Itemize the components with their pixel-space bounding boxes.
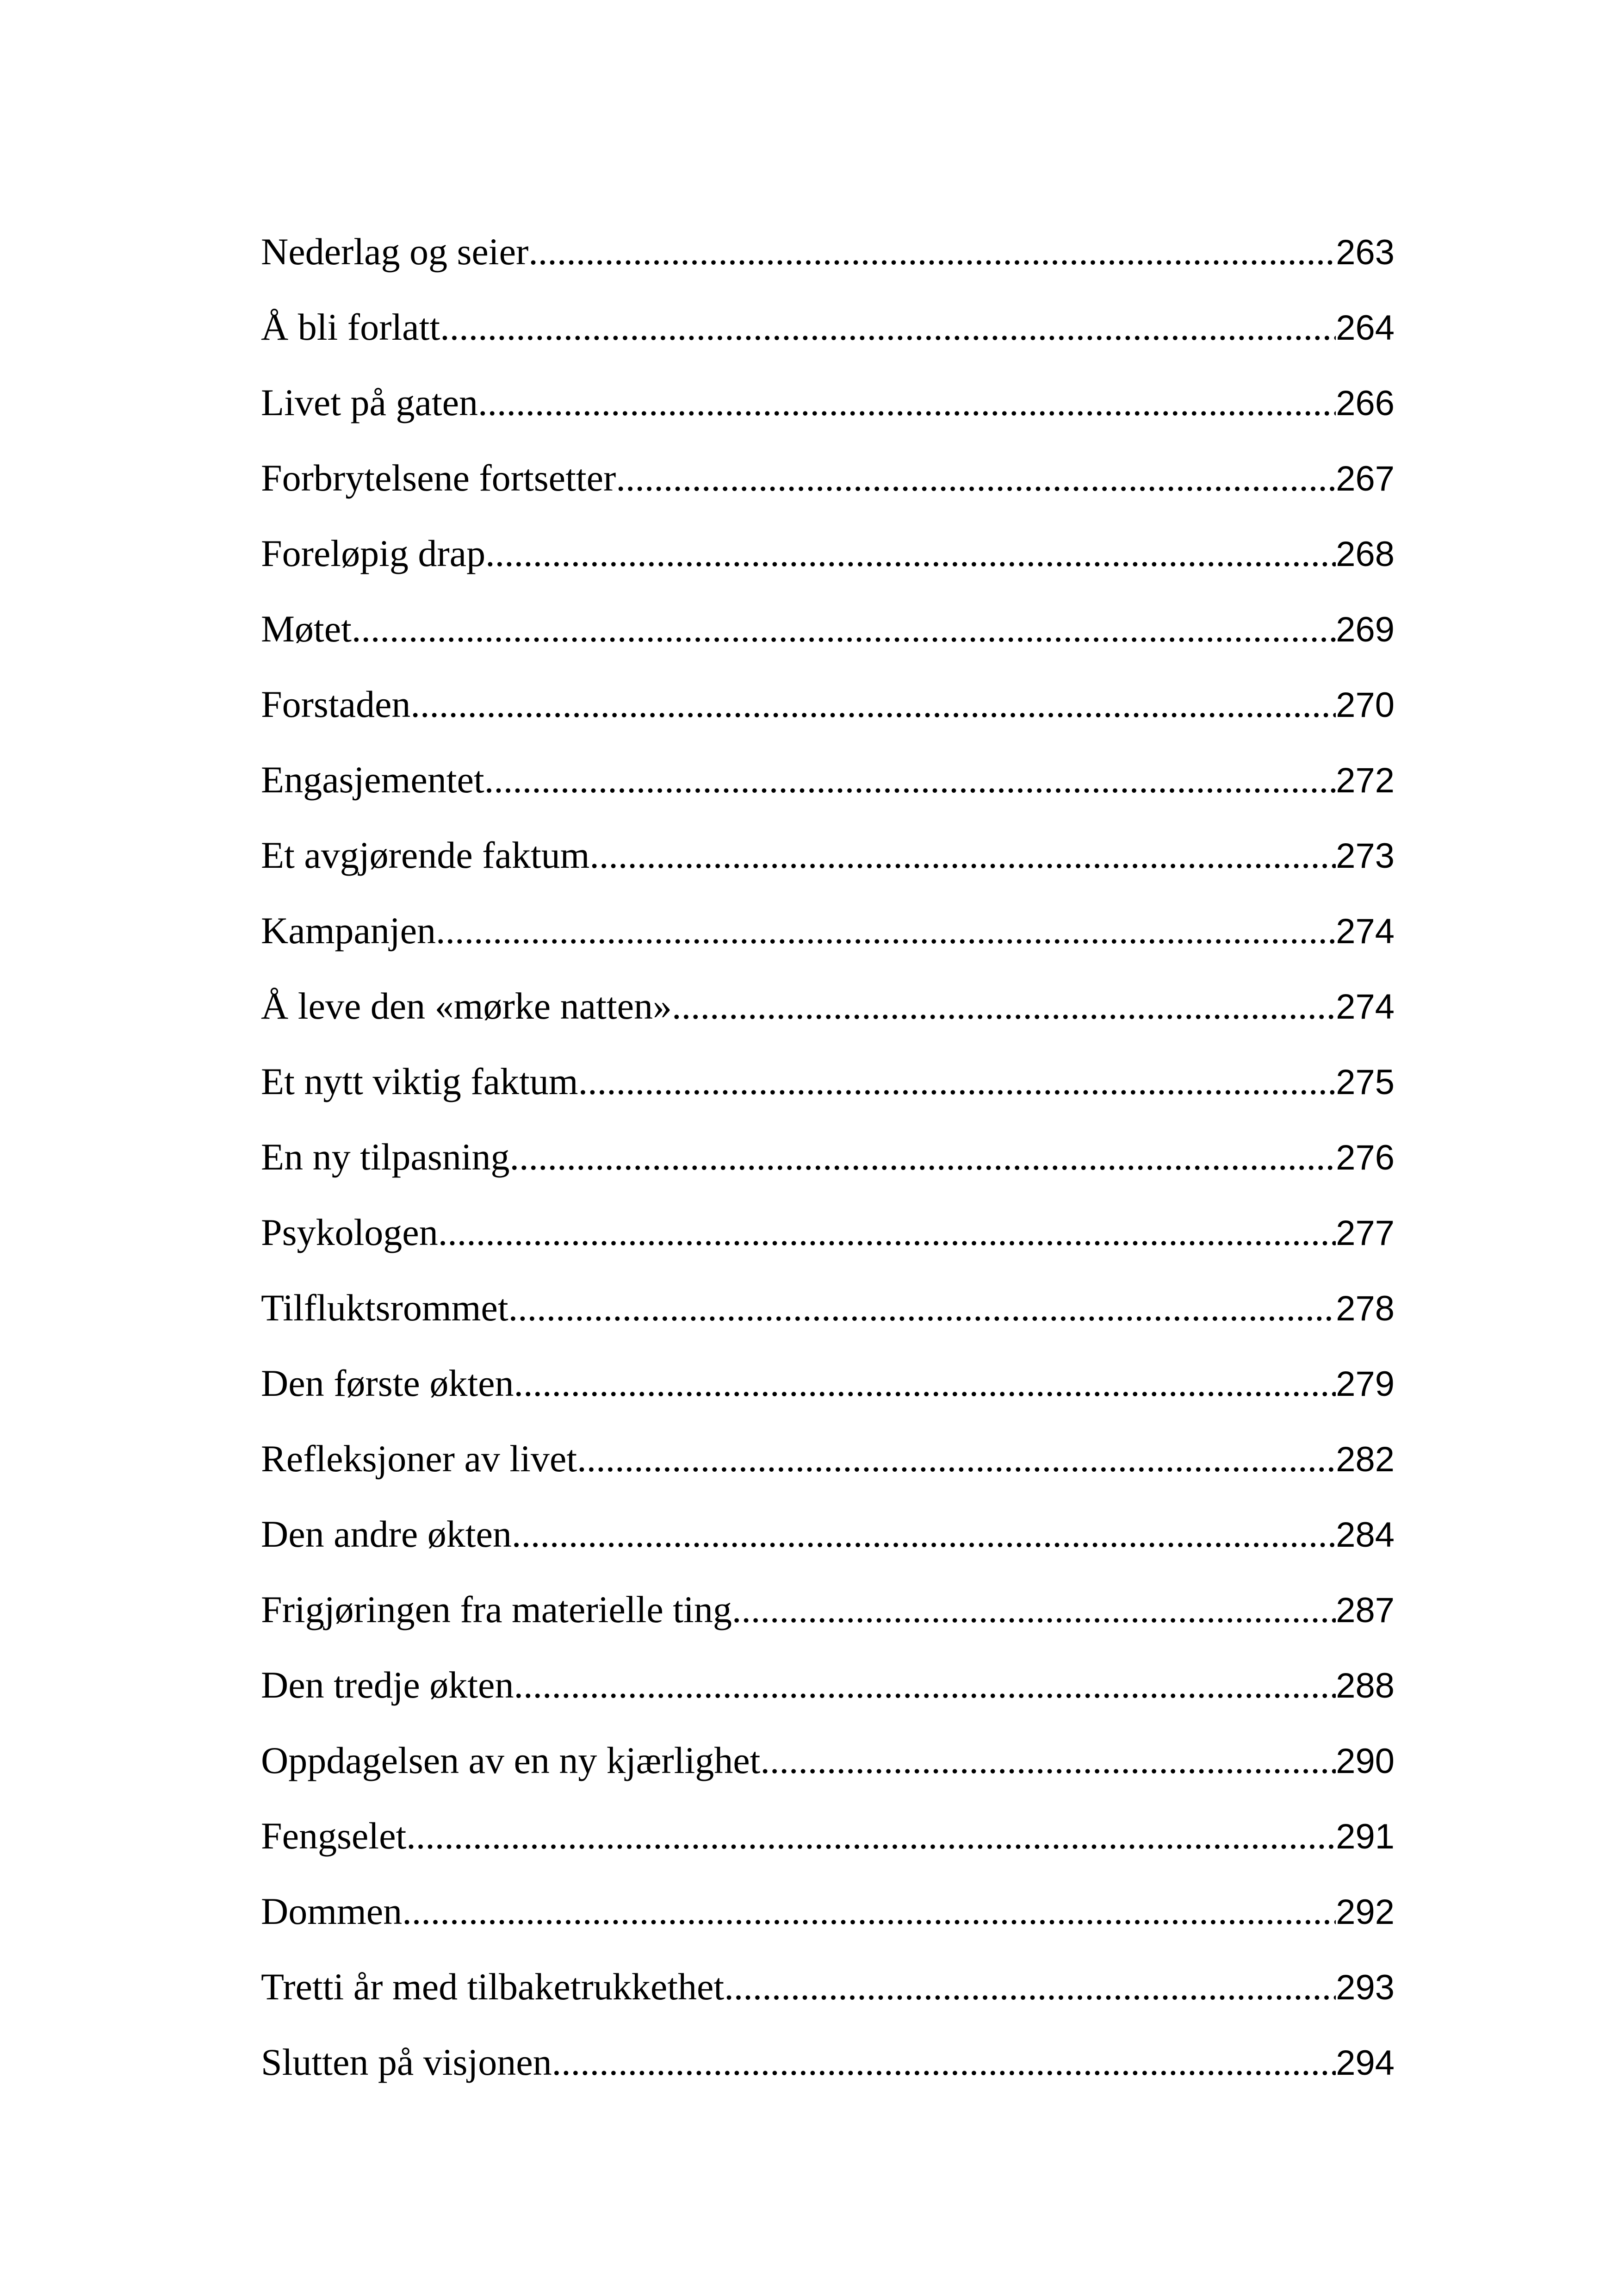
toc-entry [261, 1873, 1395, 1949]
dot-leader [577, 1421, 1336, 1496]
dot-leader [514, 1345, 1336, 1421]
dot-leader [352, 591, 1336, 666]
dot-leader [410, 666, 1336, 742]
toc-entry-page-number: 267 [1336, 459, 1395, 498]
toc-entry-page-number: 294 [1336, 2043, 1395, 2083]
dot-leader [508, 1270, 1336, 1345]
dot-leader [438, 1195, 1336, 1270]
toc-entry [261, 2024, 1395, 2100]
toc-entry-page-number: 290 [1336, 1742, 1395, 1781]
toc-entry-title: En ny tilpasning [261, 1136, 510, 1178]
toc-entry-title: Tretti år med tilbaketrukkethet [261, 1966, 725, 2008]
toc-entry [261, 1572, 1395, 1647]
toc-entry-page-number: 277 [1336, 1213, 1395, 1253]
dot-leader [484, 742, 1336, 817]
dot-leader [528, 214, 1336, 289]
toc-entry-page-number: 274 [1336, 987, 1395, 1027]
dot-leader [760, 1723, 1336, 1798]
toc-entry-title: Å leve den «mørke natten» [261, 985, 672, 1027]
toc-entry-title: Dommen [261, 1890, 403, 1932]
toc-entry-page-number: 270 [1336, 685, 1395, 725]
toc-entry-title: Forstaden [261, 683, 411, 725]
toc-entry-title: Nederlag og seier [261, 230, 529, 273]
toc-entry-page-number: 293 [1336, 1968, 1395, 2007]
toc-entry-page-number: 288 [1336, 1666, 1395, 1705]
dot-leader [514, 1647, 1336, 1723]
toc-entry-title: Livet på gaten [261, 381, 478, 423]
toc-entry-page-number: 263 [1336, 233, 1395, 272]
toc-entry [261, 1270, 1395, 1345]
dot-leader [510, 1119, 1336, 1195]
dot-leader [406, 1798, 1336, 1873]
toc-entry-page-number: 276 [1336, 1138, 1395, 1177]
toc-entry-page-number: 274 [1336, 912, 1395, 951]
toc-entry [261, 1647, 1395, 1723]
toc-entry [261, 591, 1395, 666]
toc-entry [261, 289, 1395, 365]
dot-leader [485, 516, 1336, 591]
dot-leader [478, 365, 1336, 440]
dot-leader [552, 2024, 1336, 2100]
toc-entry [261, 1195, 1395, 1270]
toc-entry-page-number: 275 [1336, 1063, 1395, 1102]
toc-entry-page-number: 279 [1336, 1364, 1395, 1404]
toc-entry-title: Å bli forlatt [261, 306, 440, 348]
toc-entry [261, 440, 1395, 516]
dot-leader [672, 968, 1336, 1044]
table-of-contents [261, 214, 1395, 2100]
dot-leader [578, 1044, 1336, 1119]
toc-entry [261, 1723, 1395, 1798]
toc-entry-page-number: 291 [1336, 1817, 1395, 1856]
toc-entry-page-number: 269 [1336, 610, 1395, 649]
toc-entry-page-number: 268 [1336, 535, 1395, 574]
toc-entry-page-number: 278 [1336, 1289, 1395, 1328]
toc-entry-page-number: 266 [1336, 384, 1395, 423]
toc-entry-page-number: 287 [1336, 1591, 1395, 1630]
toc-entry [261, 1421, 1395, 1496]
toc-entry [261, 1119, 1395, 1195]
toc-entry-title: Den tredje økten [261, 1664, 514, 1706]
dot-leader [724, 1949, 1336, 2024]
toc-entry-page-number: 282 [1336, 1440, 1395, 1479]
dot-leader [732, 1572, 1336, 1647]
dot-leader [512, 1496, 1336, 1572]
toc-entry [261, 968, 1395, 1044]
toc-entry [261, 893, 1395, 968]
toc-entry-page-number: 272 [1336, 761, 1395, 800]
toc-entry-page-number: 264 [1336, 308, 1395, 348]
toc-entry-title: Frigjøringen fra materielle ting [261, 1588, 732, 1630]
toc-entry-title: Møtet [261, 608, 352, 650]
toc-entry [261, 1345, 1395, 1421]
toc-entry-page-number: 292 [1336, 1892, 1395, 1932]
toc-entry-title: Oppdagelsen av en ny kjærlighet [261, 1739, 761, 1781]
toc-entry [261, 742, 1395, 817]
dot-leader [589, 817, 1336, 893]
dot-leader [440, 289, 1336, 365]
toc-entry [261, 214, 1395, 289]
toc-entry-title: Tilfluktsrommet [261, 1287, 508, 1329]
toc-entry-title: Et avgjørende faktum [261, 834, 590, 876]
toc-entry [261, 666, 1395, 742]
toc-entry-page-number: 273 [1336, 836, 1395, 876]
toc-entry [261, 1798, 1395, 1873]
toc-entry [261, 1044, 1395, 1119]
toc-entry-title: Den andre økten [261, 1513, 512, 1555]
dot-leader [616, 440, 1336, 516]
toc-entry-title: Forbrytelsene fortsetter [261, 457, 616, 499]
toc-entry-title: Slutten på visjonen [261, 2041, 552, 2083]
dot-leader [402, 1873, 1336, 1949]
toc-entry-title: Refleksjoner av livet [261, 1437, 577, 1480]
toc-entry-title: Engasjementet [261, 759, 484, 801]
toc-entry-title: Den første økten [261, 1362, 514, 1404]
toc-entry [261, 516, 1395, 591]
toc-entry [261, 1949, 1395, 2024]
toc-entry-title: Kampanjen [261, 909, 436, 952]
toc-entry-page-number: 284 [1336, 1515, 1395, 1555]
toc-entry-title: Fengselet [261, 1815, 407, 1857]
toc-entry [261, 817, 1395, 893]
toc-entry [261, 365, 1395, 440]
toc-entry-title: Et nytt viktig faktum [261, 1060, 578, 1102]
toc-entry-title: Foreløpig drap [261, 532, 486, 574]
toc-entry-title: Psykologen [261, 1211, 438, 1253]
toc-entry [261, 1496, 1395, 1572]
dot-leader [436, 893, 1336, 968]
